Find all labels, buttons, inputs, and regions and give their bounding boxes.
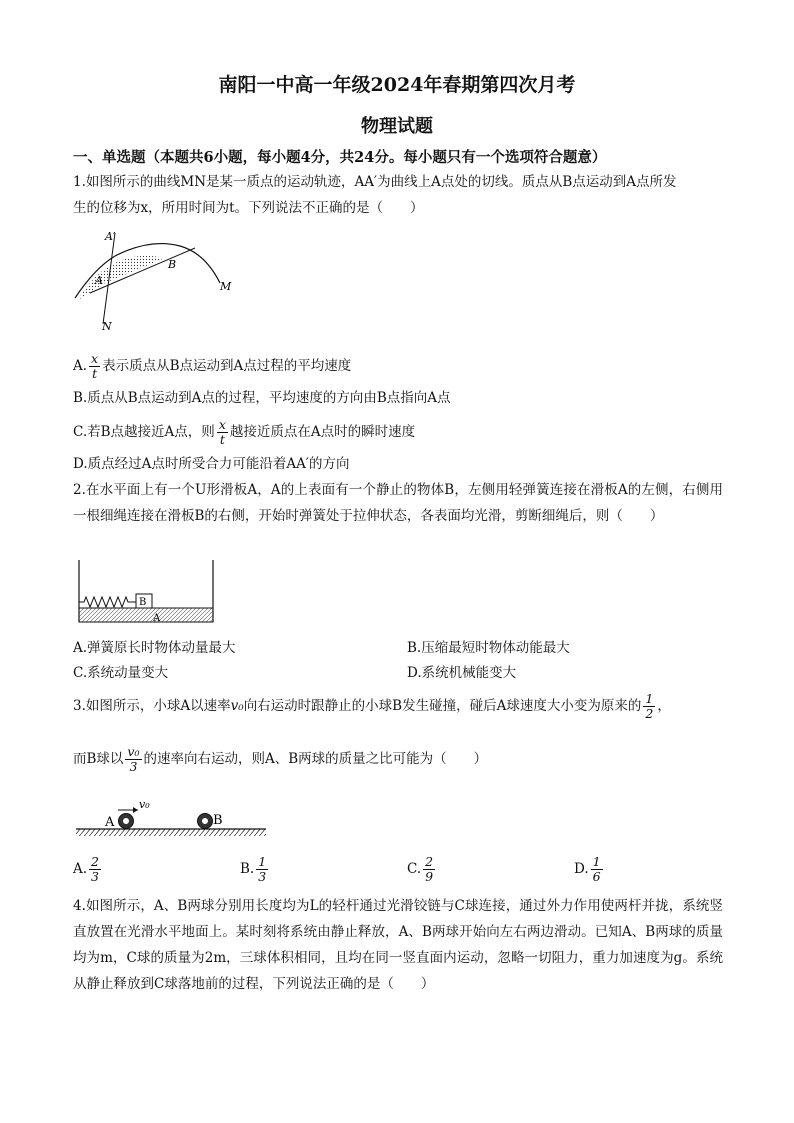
- q3-option-c: C. $\frac{2}{9}$: [407, 854, 434, 884]
- section-heading: 一、单选题（本题共6小题，每小题4分，共24分。每小题只有一个选项符合题意）: [73, 149, 607, 166]
- q3-arrow-head: [133, 807, 138, 813]
- q1-label-n: N: [102, 320, 112, 333]
- q1-option-c: C.若B点越接近A点，则 $\frac{x}{t}$ 越接近质点在A点时的瞬时速度: [73, 417, 416, 447]
- q2-slider-figure: [76, 560, 216, 626]
- q1-option-d: D.质点经过A点时所受合力可能沿着AA′的方向: [73, 456, 350, 472]
- q1-frac-x-over-t: $\frac{x}{t}$: [91, 351, 99, 381]
- q1-label-a: A: [95, 274, 103, 287]
- q3-option-d: D. $\frac{1}{6}$: [574, 854, 601, 884]
- q1-shaded-region: [78, 256, 165, 300]
- q2-option-a: A.弹簧原长时物体动量最大: [73, 640, 236, 656]
- exam-title: 南阳一中高一年级2024年春期第四次月考: [218, 74, 576, 96]
- q2-option-d: D.系统机械能变大: [407, 665, 517, 681]
- q3-stem-line2: 而B球以 $\frac{\text{v₀}}{3}$ 的速率向右运动，则A、B两球的质量之比可能为（ ）: [73, 744, 488, 774]
- q3-collision-figure: [76, 798, 266, 840]
- q2-option-b: B.压缩最短时物体动能最大: [407, 640, 570, 656]
- q3-label-v0: v₀: [139, 798, 150, 811]
- q3-option-b: B. $\frac{1}{3}$: [240, 854, 267, 884]
- q3-ground-hatch: [76, 829, 266, 836]
- q3-label-b: B: [213, 813, 223, 828]
- q1-label-m: M: [220, 280, 232, 293]
- exam-subtitle: 物理试题: [361, 116, 433, 137]
- q2-stem: 2.在水平面上有一个U形滑板A，A的上表面有一个静止的物体B，左侧用轻弹簧连接在滑板A的左侧，右侧用一根细绳连接在滑板B的右侧，开始时弹簧处于拉伸状态，各表面均光滑，剪断细绳后，则（ ）: [73, 482, 723, 524]
- q3-frac-half: $\frac{1}{2}$: [645, 691, 654, 721]
- q1-trajectory-figure: [70, 228, 240, 333]
- q2-spring: [79, 597, 136, 607]
- q3-option-a: A. $\frac{2}{3}$: [73, 854, 99, 884]
- q3-frac-v0-over-3: $\frac{\text{v₀}}{3}$: [127, 744, 140, 774]
- q4-stem: 4.如图所示，A、B两球分别用长度均为L的轻杆通过光滑铰链与C球连接，通过外力作用使两杆并拢，系统竖直放置在光滑水平地面上。某时刻将系统由静止释放，A、B两球开始向左右两边滑动。已知A、B两球的质量均为m，C球的质量为2m，三球体积相同，且均在同一竖直面内运动，忽略一切阻力，重力加速度为g。系统从静止释放到C球落地前的过程，下列说法正确的是（ ）: [73, 898, 723, 992]
- q1-frac-x-over-t-c: $\frac{x}{t}$: [218, 417, 226, 447]
- q1-option-b: B.质点从B点运动到A点的过程，平均速度的方向由B点指向A点: [73, 390, 451, 406]
- q1-label-b: B: [168, 258, 177, 271]
- q2-label-a: A: [153, 613, 161, 624]
- q3-v0: v₀: [230, 698, 244, 714]
- q1-stem-line2: 生的位移为x，所用时间为t。下列说法不正确的是（ ）: [73, 200, 424, 216]
- q2-label-b: B: [139, 597, 147, 608]
- q1-option-a: A. $\frac{x}{t}$ 表示质点从B点运动到A点过程的平均速度: [73, 351, 352, 381]
- q3-label-a: A: [105, 815, 115, 830]
- q3-stem-line1: 3.如图所示，小球A以速率v₀向右运动时跟静止的小球B发生碰撞，碰后A球速度大小变为原来的 $\frac{1}{2}$ ，: [73, 691, 671, 721]
- q1-stem-line1: 1.如图所示的曲线MN是某一质点的运动轨迹，AA′为曲线上A点处的切线。质点从B点运动到A点所发: [73, 174, 677, 190]
- q2-board-base: [79, 608, 213, 622]
- q1-label-aprime: A′: [105, 230, 116, 243]
- q2-option-c: C.系统动量变大: [73, 665, 169, 681]
